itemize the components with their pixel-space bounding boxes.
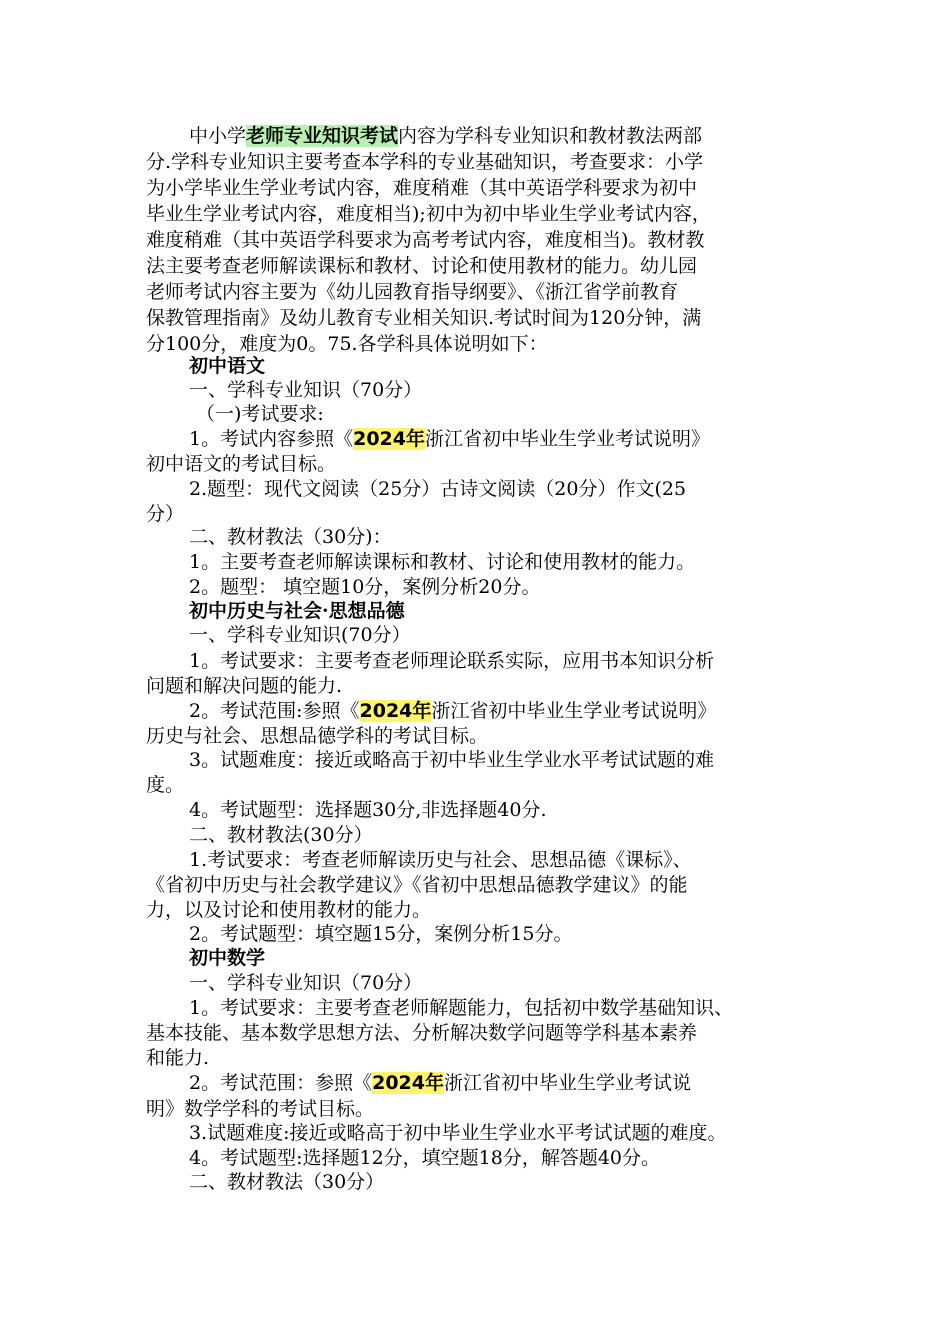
highlight-green: 老师专业知识考试 [246, 125, 399, 147]
intro-line [189, 123, 702, 149]
item-text: 2。考试范围：参照《 [189, 1072, 373, 1094]
list-item: 1。考试要求：主要考查老师解题能力，包括初中数学基础知识、 [189, 997, 734, 1019]
highlight-yellow: 2024年 [372, 1072, 444, 1094]
intro-line: 分.学科专业知识主要考查本学科的专业基础知识，考查要求：小学 [146, 151, 704, 173]
part-heading: 二、教材教法(30分） [189, 824, 373, 846]
part-heading: 一、学科专业知识(70分） [189, 624, 411, 646]
part-heading: 一、学科专业知识（70分） [189, 972, 423, 994]
intro-line: 毕业生学业考试内容，难度相当);初中为初中毕业生学业考试内容， [146, 203, 711, 225]
item-text: 1。考试内容参照《 [189, 428, 354, 450]
item-text: 浙江省初中毕业生学业考试说 [443, 1072, 691, 1094]
list-item: 4。考试题型：选择题30分,非选择题40分. [189, 799, 547, 821]
list-item-cont: 《省初中历史与社会教学建议》《省初中思想品德教学建议》的能 [146, 874, 688, 896]
highlight-yellow: 2024年 [353, 428, 425, 450]
item-text: 浙江省初中毕业生学业考试说明》 [431, 700, 717, 722]
section-heading-math: 初中数学 [189, 947, 266, 969]
list-item-cont: 分） [146, 503, 185, 525]
highlight-yellow: 2024年 [359, 700, 432, 722]
list-item: 3。试题难度：接近或略高于初中毕业生学业水平考试试题的难 [189, 749, 715, 771]
intro-line: 老师考试内容主要为《幼儿园教育指导纲要》、《浙江省学前教育 [146, 281, 679, 303]
intro-line: 分100分，难度为0。75.各学科具体说明如下： [146, 333, 548, 355]
list-item: 1。考试要求：主要考查老师理论联系实际，应用书本知识分析 [189, 650, 715, 672]
item-text: 浙江省初中毕业生学业考试说明》 [424, 428, 710, 450]
section-heading-chinese: 初中语文 [189, 355, 266, 377]
list-item-cont: 基本技能、基本数学思想方法、分析解决数学问题等学科基本素养 [146, 1022, 698, 1044]
list-item-cont: 问题和解决问题的能力. [146, 675, 343, 697]
intro-line: 保教管理指南》及幼儿教育专业相关知识.考试时间为120分钟，满 [146, 307, 702, 329]
list-item [189, 1070, 691, 1096]
list-item-cont: 明》数学学科的考试目标。 [146, 1098, 375, 1120]
list-item-cont: 力，以及讨论和使用教材的能力。 [146, 899, 432, 921]
intro-text: 内容为学科专业知识和教材教法两部 [398, 125, 703, 147]
intro-line: 法主要考查老师解读课标和教材、讨论和使用教材的能力。幼儿园 [146, 255, 698, 277]
part-heading: 二、教材教法（30分） [189, 1171, 385, 1193]
item-text: 2。考试范围:参照《 [189, 700, 360, 722]
list-item: 4。考试题型:选择题12分，填空题18分，解答题40分。 [189, 1147, 661, 1169]
list-item: 3.试题难度:接近或略高于初中毕业生学业水平考试试题的难度。 [189, 1122, 727, 1144]
part-heading: 二、教材教法（30分)： [189, 526, 392, 548]
list-item-cont: 和能力. [146, 1047, 210, 1069]
list-item-cont: 初中语文的考试目标。 [146, 453, 337, 475]
list-item: 1.考试要求：考查老师解读历史与社会、思想品德《课标》、 [189, 849, 692, 871]
list-item [189, 426, 710, 452]
sub-heading: （一)考试要求: [196, 403, 324, 425]
list-item: 2。考试题型：填空题15分，案例分析15分。 [189, 923, 573, 945]
part-heading: 一、学科专业知识（70分） [189, 379, 423, 401]
list-item [189, 698, 716, 724]
list-item: 2。题型： 填空题10分，案例分析20分。 [189, 576, 541, 598]
list-item-cont: 历史与社会、思想品德学科的考试目标。 [146, 725, 489, 747]
intro-text: 中小学 [189, 125, 247, 147]
section-heading-history: 初中历史与社会·思想品德 [189, 600, 405, 622]
intro-line: 难度稍难（其中英语学科要求为高考考试内容，难度相当)。教材教 [146, 229, 705, 251]
intro-line: 为小学毕业生学业考试内容，难度稍难（其中英语学科要求为初中 [146, 177, 698, 199]
list-item: 2.题型：现代文阅读（25分）古诗文阅读（20分）作文(25 [189, 478, 687, 500]
list-item-cont: 度。 [146, 774, 185, 796]
list-item: 1。主要考查老师解读课标和教材、讨论和使用教材的能力。 [189, 551, 696, 573]
